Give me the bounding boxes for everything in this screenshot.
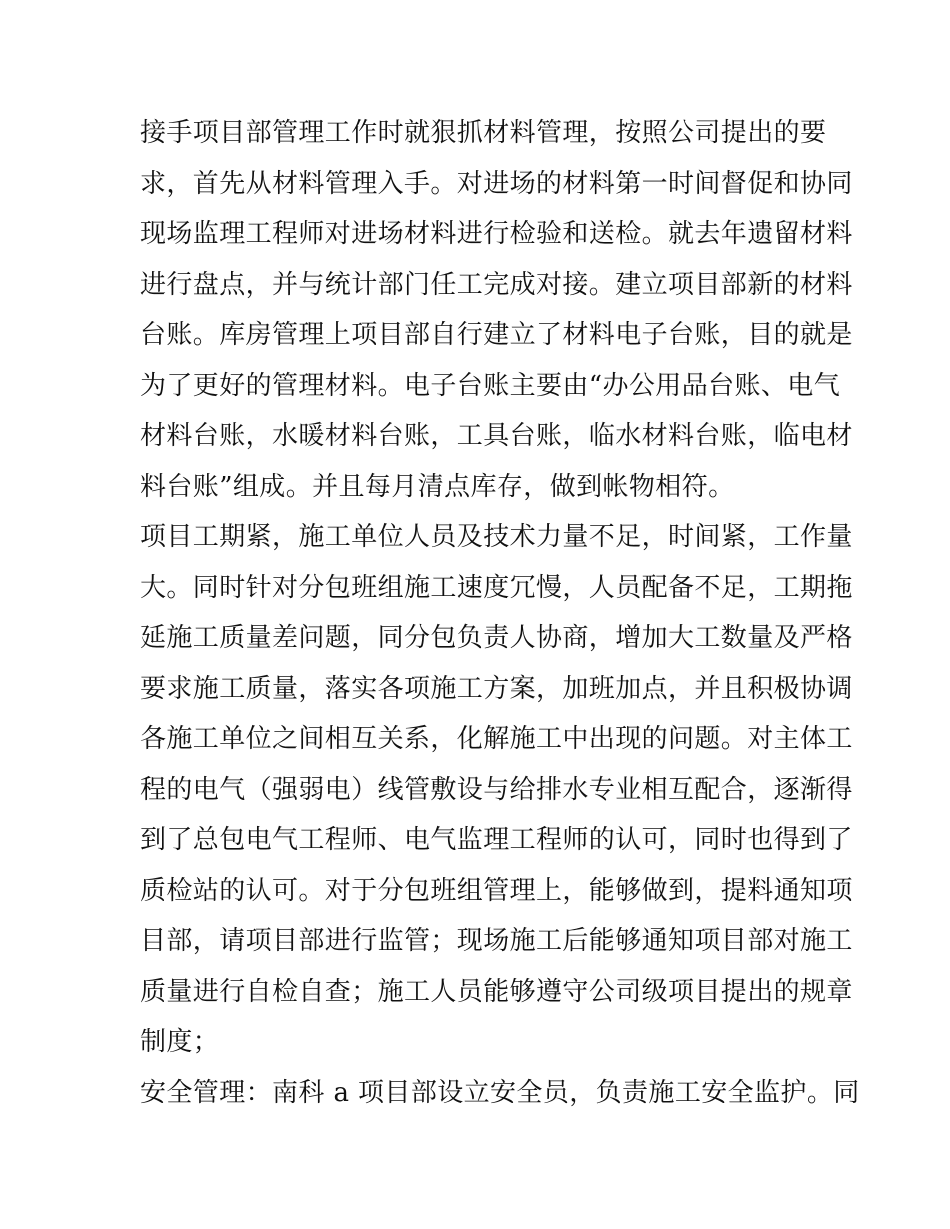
- text-line: 求，首先从材料管理入手。对进场的材料第一时间督促和协同: [140, 168, 853, 199]
- text-line: 延施工质量差问题，同分包负责人协商，增加大工数量及严格: [140, 623, 853, 653]
- text-line: 大。同时针对分包班组施工速度冗慢，人员配备不足，工期拖: [140, 572, 853, 603]
- text-line: 台账。库房管理上项目部自行建立了材料电子台账，目的就是: [140, 320, 853, 350]
- text-line: 接手项目部管理工作时就狠抓材料管理，按照公司提出的要: [140, 118, 827, 148]
- text-line: 质检站的认可。对于分包班组管理上，能够做到，提料通知项: [140, 875, 853, 906]
- body-text: [140, 108, 860, 1118]
- text-line: 目部，请项目部进行监管；现场施工后能够通知项目部对施工: [140, 926, 853, 956]
- text-line: 材料台账，水暖材料台账，工具台账，临水材料台账，临电材: [140, 421, 853, 451]
- text-line: 安全管理：南科 a 项目部设立安全员，负责施工安全监护。同: [140, 1077, 860, 1108]
- text-line: 现场监理工程师对进场材料进行检验和送检。就去年遗留材料: [140, 219, 853, 249]
- text-line: 要求施工质量，落实各项施工方案，加班加点，并且积极协调: [140, 673, 853, 704]
- text-line: 料台账”组成。并且每月清点库存，做到帐物相符。: [140, 471, 735, 502]
- text-line: 制度；: [140, 1027, 220, 1057]
- text-line: 程的电气（强弱电）线管敷设与给排水专业相互配合，逐渐得: [140, 774, 853, 805]
- text-line: 进行盘点，并与统计部门任工完成对接。建立项目部新的材料: [140, 269, 853, 300]
- text-line: 为了更好的管理材料。电子台账主要由“办公用品台账、电气: [140, 370, 841, 401]
- text-line: 各施工单位之间相互关系，化解施工中出现的问题。对主体工: [140, 724, 853, 754]
- text-line: 质量进行自检自查；施工人员能够遵守公司级项目提出的规章: [140, 976, 853, 1007]
- text-line: 到了总包电气工程师、电气监理工程师的认可，同时也得到了: [140, 825, 853, 855]
- text-line: 项目工期紧，施工单位人员及技术力量不足，时间紧，工作量: [140, 522, 853, 552]
